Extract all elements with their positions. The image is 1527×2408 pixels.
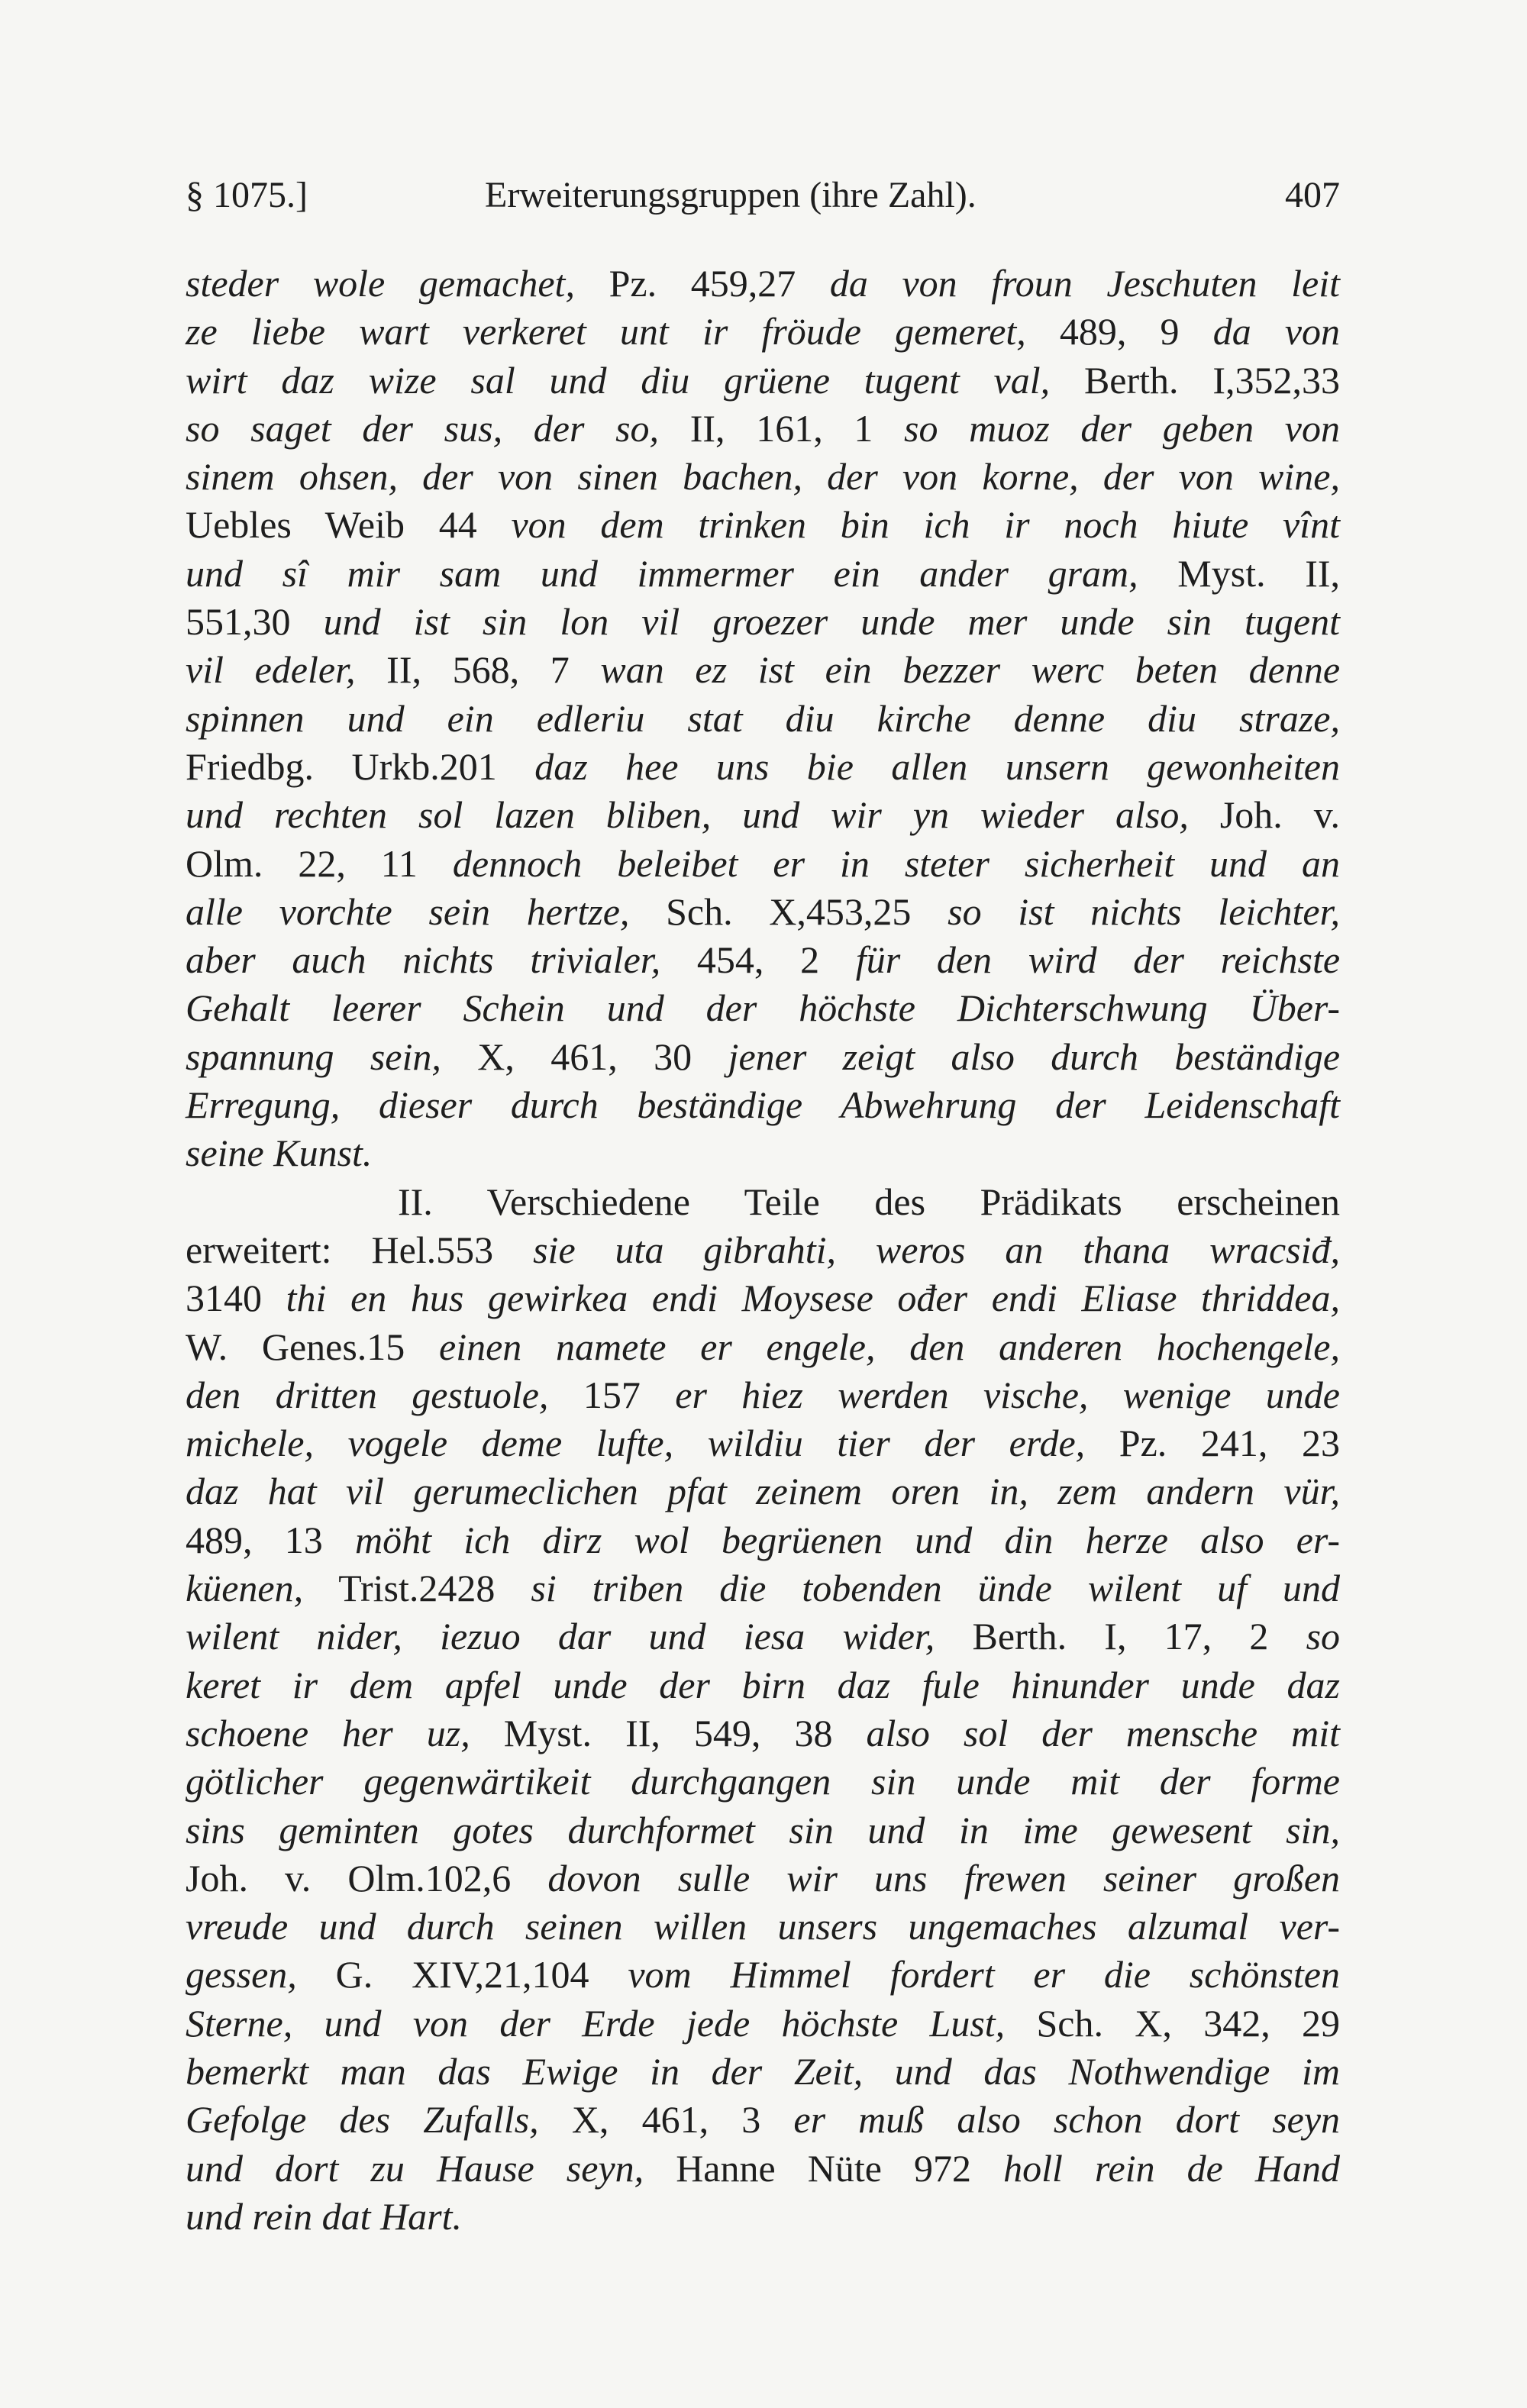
citation-text: Hanne Nüte 972 (676, 2146, 971, 2190)
quoted-text: so saget der sus, der so, (186, 406, 660, 450)
quoted-text: keret ir dem apfel unde der birn daz fule hinunder unde daz (186, 1663, 1340, 1706)
quoted-text: holl rein de Hand (1003, 2146, 1340, 2190)
quoted-text: und sî mir sam und immermer ein ander gram, (186, 551, 1138, 595)
text-line (186, 646, 1340, 694)
citation-text: Myst. II, (1177, 551, 1341, 595)
quoted-text: ze liebe wart verkeret unt ir fröude gemeret, (186, 310, 1026, 353)
quoted-text: vil edeler, (186, 648, 356, 692)
citation-text: Joh. v. Olm.102,6 (186, 1856, 512, 1900)
quoted-text: sinem ohsen, der von sinen bachen, der von korne, der von wine, (186, 455, 1340, 499)
text-line (186, 1467, 1340, 1515)
quoted-text: vom Himmel fordert er die schönsten (628, 1953, 1341, 1996)
citation-text: Berth. I, 17, 2 (972, 1615, 1269, 1658)
text-line (186, 1178, 1340, 1226)
citation-text: II, 568, 7 (386, 648, 570, 692)
quoted-text: spannung sein, (186, 1035, 441, 1078)
text-line (186, 453, 1340, 501)
text-line (186, 405, 1340, 453)
citation-text: W. Genes.15 (186, 1325, 405, 1368)
citation-text: X, 461, 30 (477, 1035, 692, 1078)
quoted-text: für den wird der reichste (855, 938, 1341, 982)
citation-text: X, 461, 3 (571, 2098, 761, 2142)
quoted-text: Gefolge des Zufalls, (186, 2098, 539, 2142)
citation-text: 454, 2 (696, 938, 820, 982)
quoted-text: wirt daz wize sal und diu grüene tugent val, (186, 358, 1051, 402)
text-line (186, 1903, 1340, 1951)
citation-text: Olm. 22, 11 (186, 841, 418, 885)
text-line (186, 1758, 1340, 1806)
text-line (186, 2096, 1340, 2144)
text-line (186, 984, 1340, 1032)
quoted-text: vreude und durch seinen willen unsers ungemaches alzumal ver- (186, 1905, 1340, 1948)
quoted-text: und ist sin lon vil groezer unde mer unde sin tugent (323, 600, 1340, 644)
page-number: 407 (1285, 175, 1340, 215)
citation-text: Pz. 459,27 (609, 262, 796, 305)
text-line (186, 1419, 1340, 1467)
text-line (186, 550, 1340, 598)
text-line (186, 1709, 1340, 1758)
quoted-text: und rein dat Hart. (186, 2194, 463, 2238)
quoted-text: küenen, (186, 1567, 304, 1610)
quoted-text: steder wole gemachet, (186, 262, 575, 305)
quoted-text: jener zeigt also durch beständige (728, 1035, 1341, 1078)
quoted-text: da von froun Jeschuten leit (829, 262, 1340, 305)
quoted-text: möht ich dirz wol begrüenen und din herze also er- (354, 1518, 1341, 1561)
running-header (186, 171, 1340, 220)
quoted-text: thi en hus gewirkea endi Moysese ođer endi Eliase thriddea, (286, 1277, 1340, 1320)
quoted-text: und rechten sol lazen bliben, und wir yn wieder also, (186, 793, 1189, 837)
text-line (186, 1371, 1340, 1419)
citation-text: II. Verschiedene Teile des Prädikats erscheinen (398, 1180, 1340, 1223)
citation-text: erweitert: Hel.553 (186, 1228, 494, 1271)
quoted-text: so (1306, 1615, 1341, 1658)
quoted-text: alle vorchte sein hertze, (186, 889, 630, 933)
quoted-text: von dem trinken bin ich ir noch hiute vînt (511, 503, 1340, 547)
text-line (186, 743, 1340, 791)
text-line (186, 2048, 1340, 2096)
text-line (186, 357, 1340, 405)
text-line (186, 1323, 1340, 1371)
quoted-text: also sol der mensche mit (866, 1711, 1340, 1754)
citation-text: G. XIV,21,104 (335, 1953, 589, 1996)
quoted-text: michele, vogele deme lufte, wildiu tier der erde, (186, 1422, 1086, 1465)
text-line (186, 1274, 1340, 1322)
text-line (186, 308, 1340, 356)
quoted-text: da von (1212, 310, 1341, 353)
text-line (186, 695, 1340, 743)
section-reference: § 1075.] (186, 175, 308, 215)
quoted-text: so muoz der geben von (904, 406, 1340, 450)
quoted-text: dovon sulle wir uns frewen seiner großen (547, 1856, 1341, 1900)
quoted-text: dennoch beleibet er in steter sicherheit und an (452, 841, 1340, 885)
text-line (186, 1951, 1340, 1999)
running-title: Erweiterungsgruppen (ihre Zahl). (485, 175, 977, 215)
text-line (186, 2000, 1340, 2048)
citation-text: 489, 9 (1059, 310, 1180, 353)
text-line (186, 598, 1340, 646)
citation-text: Sch. X, 342, 29 (1036, 2001, 1341, 2045)
text-line (186, 1226, 1340, 1274)
quoted-text: spinnen und ein edleriu stat diu kirche denne diu straze, (186, 696, 1340, 740)
text-line (186, 1564, 1340, 1612)
quoted-text: schoene her uz, (186, 1711, 470, 1754)
text-line (186, 1661, 1340, 1709)
citation-text: Friedbg. Urkb.201 (186, 744, 497, 788)
quoted-text: si triben die tobenden ünde wilent uf und (531, 1567, 1340, 1610)
citation-text: Pz. 241, 23 (1119, 1422, 1340, 1465)
quoted-text: wilent nider, iezuo dar und iesa wider, (186, 1615, 935, 1658)
citation-text: Trist.2428 (338, 1567, 496, 1610)
quoted-text: so ist nichts leichter, (948, 889, 1341, 933)
citation-text: Sch. X,453,25 (666, 889, 912, 933)
text-line (186, 791, 1340, 839)
text-line (186, 1129, 1340, 1177)
quoted-text: einen namete er engele, den anderen hochengele, (439, 1325, 1340, 1368)
text-line (186, 501, 1340, 549)
text-line (186, 1081, 1340, 1129)
citation-text: Joh. v. (1219, 793, 1341, 837)
citation-text: Myst. II, 549, 38 (503, 1711, 833, 1754)
citation-text: II, 161, 1 (689, 406, 873, 450)
text-line (186, 936, 1340, 984)
quoted-text: er muß also schon dort seyn (793, 2098, 1341, 2142)
quoted-text: aber auch nichts trivialer, (186, 938, 661, 982)
text-line (186, 888, 1340, 936)
citation-text: 489, 13 (186, 1518, 323, 1561)
quoted-text: daz hee uns bie allen unsern gewonheiten (534, 744, 1340, 788)
quoted-text: Erregung, dieser durch beständige Abwehrung der Leidenschaft (186, 1083, 1340, 1127)
quoted-text: und dort zu Hause seyn, (186, 2146, 644, 2190)
citation-text: 3140 (186, 1277, 262, 1320)
quoted-text: er hiez werden vische, wenige unde (675, 1373, 1341, 1416)
body-text (186, 260, 1340, 2241)
citation-text: Berth. I,352,33 (1083, 358, 1341, 402)
quoted-text: daz hat vil gerumeclichen pfat zeinem oren in, zem andern vür, (186, 1470, 1340, 1513)
quoted-text: bemerkt man das Ewige in der Zeit, und das Nothwendige im (186, 2049, 1340, 2093)
quoted-text: den dritten gestuole, (186, 1373, 549, 1416)
text-line (186, 2193, 1340, 2241)
quoted-text: seine Kunst. (186, 1131, 373, 1175)
citation-text: 551,30 (186, 600, 291, 644)
quoted-text: wan ez ist ein bezzer werc beten denne (600, 648, 1341, 692)
text-line (186, 1806, 1340, 1854)
quoted-text: sie uta gibrahti, weros an thana wracsiđ, (533, 1228, 1340, 1271)
text-line (186, 840, 1340, 888)
text-line (186, 1854, 1340, 1903)
quoted-text: gessen, (186, 1953, 297, 1996)
quoted-text: götlicher gegenwärtikeit durchgangen sin unde mit der forme (186, 1760, 1340, 1803)
text-line (186, 1516, 1340, 1564)
citation-text: 157 (583, 1373, 641, 1416)
text-line (186, 260, 1340, 308)
quoted-text: Gehalt leerer Schein und der höchste Dichterschwung Über- (186, 986, 1340, 1030)
text-line (186, 1033, 1340, 1081)
text-line (186, 1612, 1340, 1661)
citation-text: Uebles Weib 44 (186, 503, 477, 547)
quoted-text: Sterne, und von der Erde jede höchste Lust, (186, 2001, 1006, 2045)
text-line (186, 2145, 1340, 2193)
quoted-text: sins geminten gotes durchformet sin und in ime gewesent sin, (186, 1808, 1340, 1851)
